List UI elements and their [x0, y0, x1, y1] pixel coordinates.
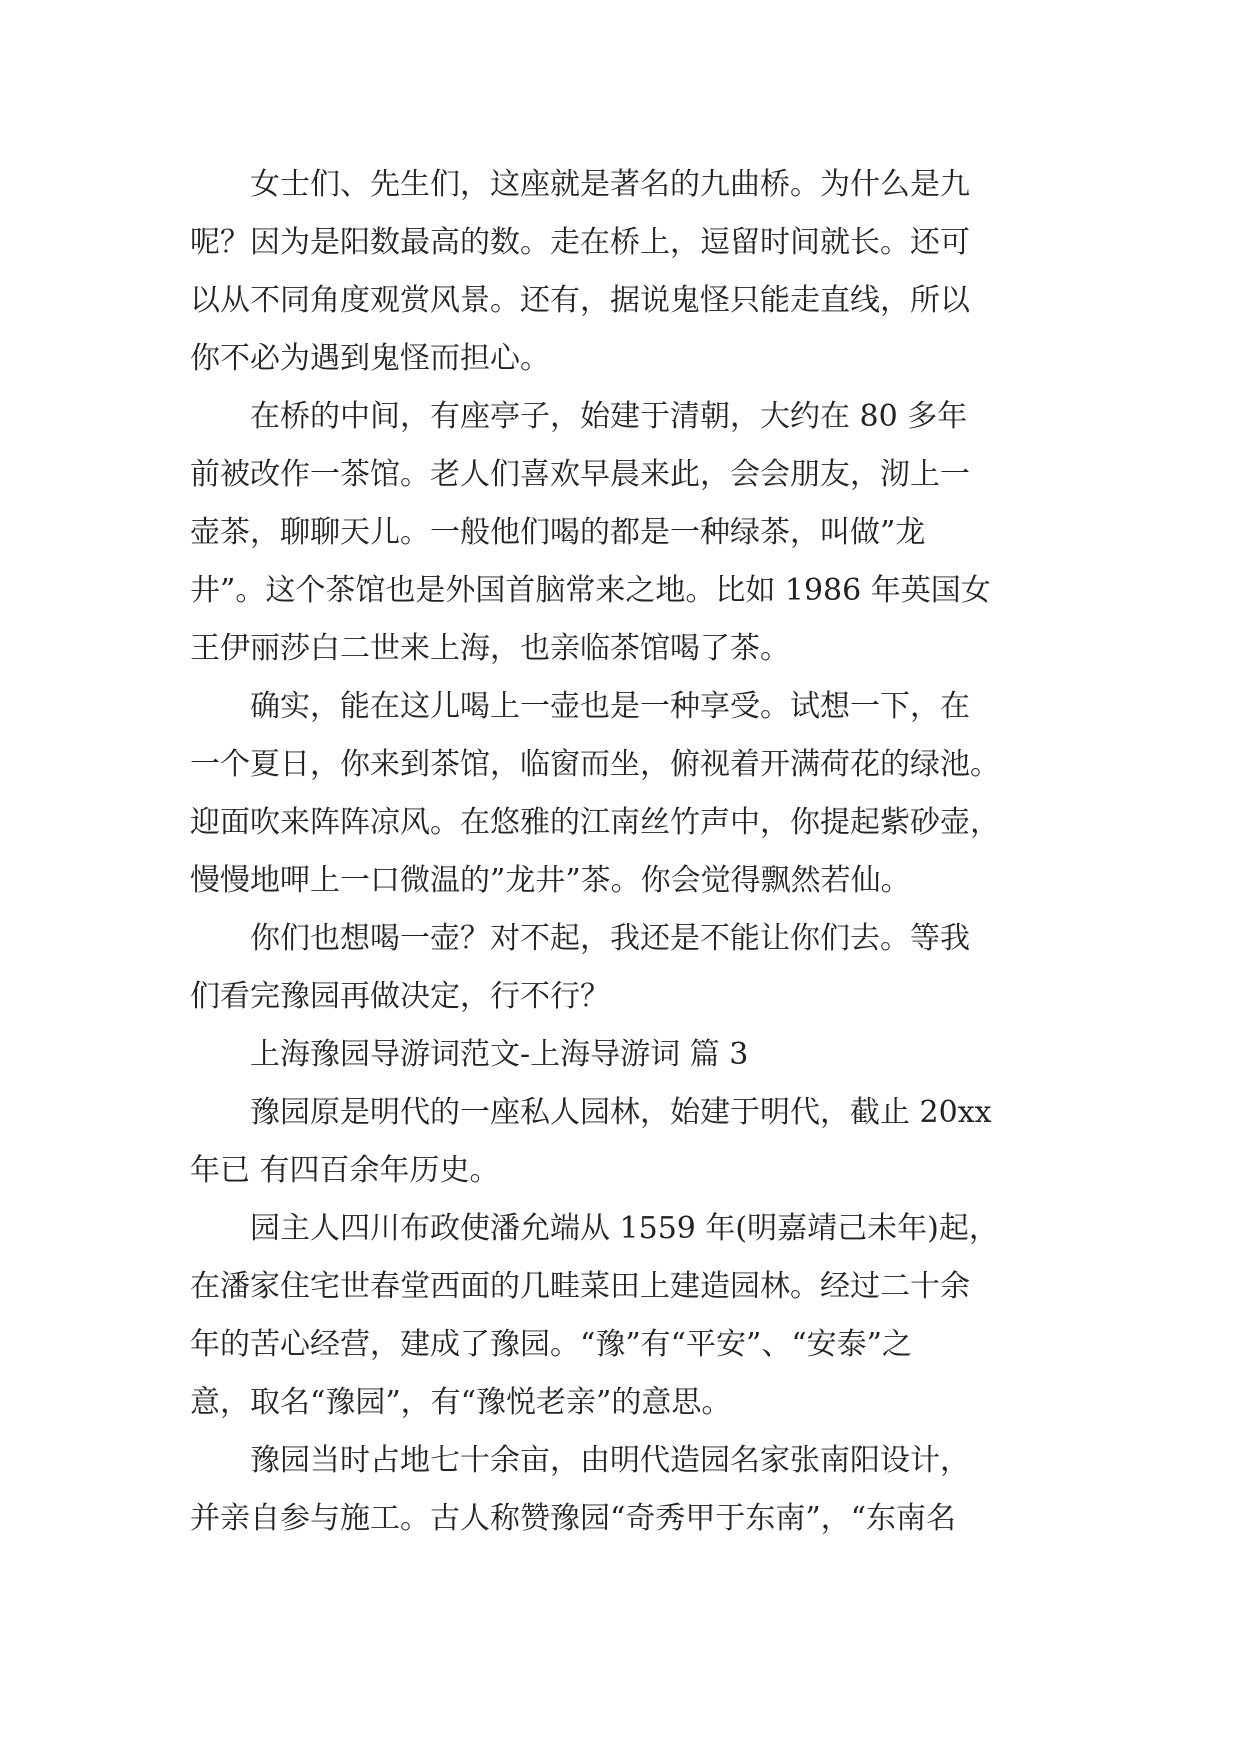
text-line: 你不必为遇到鬼怪而担心。	[190, 341, 550, 376]
text-line: 豫园当时占地七十余亩，由明代造园名家张南阳设计，	[250, 1443, 970, 1478]
text-line: 前被改作一茶馆。老人们喜欢早晨来此，会会朋友，沏上一	[190, 457, 970, 492]
text-line: 并亲自参与施工。古人称赞豫园“奇秀甲于东南”，“东南名	[190, 1501, 957, 1536]
text-line: 呢？因为是阳数最高的数。走在桥上，逗留时间就长。还可	[190, 225, 970, 260]
text-line: 女士们、先生们，这座就是著名的九曲桥。为什么是九	[250, 167, 970, 202]
text-line: 以从不同角度观赏风景。还有，据说鬼怪只能走直线，所以	[190, 283, 970, 318]
text-line: 在潘家住宅世春堂西面的几畦菜田上建造园林。经过二十余	[190, 1269, 970, 1304]
text-line: 井”。这个茶馆也是外国首脑常来之地。比如 1986 年英国女	[190, 573, 991, 608]
text-line: 在桥的中间，有座亭子，始建于清朝，大约在 80 多年	[250, 399, 968, 434]
text-line: 壶茶，聊聊天儿。一般他们喝的都是一种绿茶，叫做”龙	[190, 515, 926, 550]
text-line: 们看完豫园再做决定，行不行？	[190, 979, 610, 1014]
text-line: 年的苦心经营，建成了豫园。“豫”有“平安”、“安泰”之	[190, 1327, 913, 1362]
text-line: 意，取名“豫园”，有“豫悦老亲”的意思。	[190, 1385, 732, 1420]
text-line: 你们也想喝一壶？对不起，我还是不能让你们去。等我	[250, 921, 970, 956]
text-line: 迎面吹来阵阵凉风。在悠雅的江南丝竹声中，你提起紫砂壶，	[190, 805, 1000, 840]
text-line: 确实，能在这儿喝上一壶也是一种享受。试想一下，在	[250, 689, 970, 724]
text-line: 一个夏日，你来到茶馆，临窗而坐，俯视着开满荷花的绿池。	[190, 747, 1000, 782]
text-line: 慢慢地呷上一口微温的”龙井”茶。你会觉得飘然若仙。	[190, 863, 911, 898]
text-line: 园主人四川布政使潘允端从 1559 年(明嘉靖己未年)起，	[250, 1211, 999, 1246]
text-line: 豫园原是明代的一座私人园林，始建于明代，截止 20xx	[250, 1095, 992, 1130]
section-heading: 上海豫园导游词范文-上海导游词 篇 3	[250, 1037, 749, 1072]
text-line: 王伊丽莎白二世来上海，也亲临茶馆喝了茶。	[190, 631, 790, 666]
text-line: 年已 有四百余年历史。	[190, 1153, 500, 1188]
